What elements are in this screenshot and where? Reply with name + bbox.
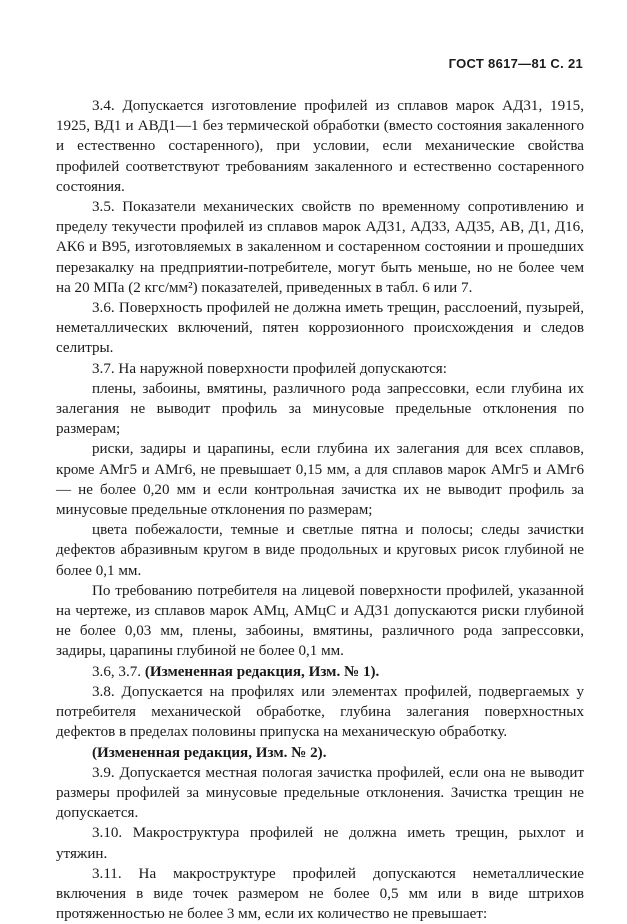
page-header: ГОСТ 8617—81 С. 21 [448,56,583,71]
list-item-plena: плены, забоины, вмятины, различного рода запрессовки, если глубина их залегания не выводит профиль за минусовые предельные отклонения по размерам; [56,380,584,438]
list-item-riski: риски, задиры и царапины, если глубина их залегания для всех сплавов, кроме АМг5 и АМг6, не превышает 0,15 мм, а для сплавов марок АМг5 и АМг6 — не более 0,20 мм и если контрольная зачистка их не выводит профиль за минусовые предельные отклонения по размерам; [56,441,584,519]
paragraph-3-4: 3.4. Допускается изготовление профилей из сплавов марок АД31, 1915, 1925, ВД1 и АВД1—1 без термической обработки (вместо состояния закаленного и естественно состаренного), при условии, если механические свойства профилей соответствуют требованиям закаленного и естественно состаренного состояния. [56,98,584,195]
amendment-note-2: (Измененная редакция, Изм. № 2). [92,744,327,761]
paragraph-3-6: 3.6. Поверхность профилей не должна иметь трещин, расслоений, пузырей, неметаллических включений, пятен коррозионного происхождения и следов селитры. [56,300,584,357]
paragraph-3-8: 3.8. Допускается на профилях или элементах профилей, подвергаемых у потребителя механической обработке, глубина залегания поверхностных дефектов в пределах половины припуска на механическую обработку. [56,683,584,741]
paragraph-3-5: 3.5. Показатели механических свойств по временному сопротивлению и пределу текучести профилей из сплавов марок АД31, АД33, АД35, АВ, Д1, Д16, АК6 и В95, изготовляемых в закаленном и состаренном состоянии и прошедших перезакалку на предприятии-потребителе, могут быть меньше, но не более чем на 20 МПа (2 кгс/мм²) показателей, приведенных в табл. 6 или 7. [56,199,584,296]
amendment-note-1-bold: (Измененная редакция, Изм. № 1). [144,663,380,680]
document-body [56,96,584,924]
amendment-note-1 [56,662,584,682]
paragraph-3-10: 3.10. Макроструктура профилей не должна иметь трещин, рыхлот и утяжин. [56,825,584,862]
paragraph-customer-requirement: По требованию потребителя на лицевой поверхности профилей, указанной на чертеже, из сплавов марок АМц, АМцС и АД31 допускаются риски глубиной не более 0,03 мм, плены, забоины, вмятины, различного рода запрессовки, задиры, царапины глубиной не более 0,1 мм. [56,582,584,660]
paragraph-3-9: 3.9. Допускается местная пологая зачистка профилей, если она не выводит размеры профилей за минусовые предельные отклонения. Зачистка трещин не допускается. [56,764,584,822]
amendment-note-1-text: 3.6, 3.7. (Измененная редакция, Изм. № 1). [92,663,380,680]
list-item-tsveta: цвета побежалости, темные и светлые пятна и полосы; следы зачистки дефектов абразивным кругом в виде продольных и круговых рисок глубиной не более 0,1 мм. [56,522,584,579]
paragraph-3-7: 3.7. На наружной поверхности профилей допускаются: [92,360,447,377]
paragraph-3-11: 3.11. На макроструктуре профилей допускаются неметаллические включения в виде точек размером не более 0,5 мм или в виде штрихов протяженностью не более 3 мм, если их количество не превышает: [56,865,584,923]
